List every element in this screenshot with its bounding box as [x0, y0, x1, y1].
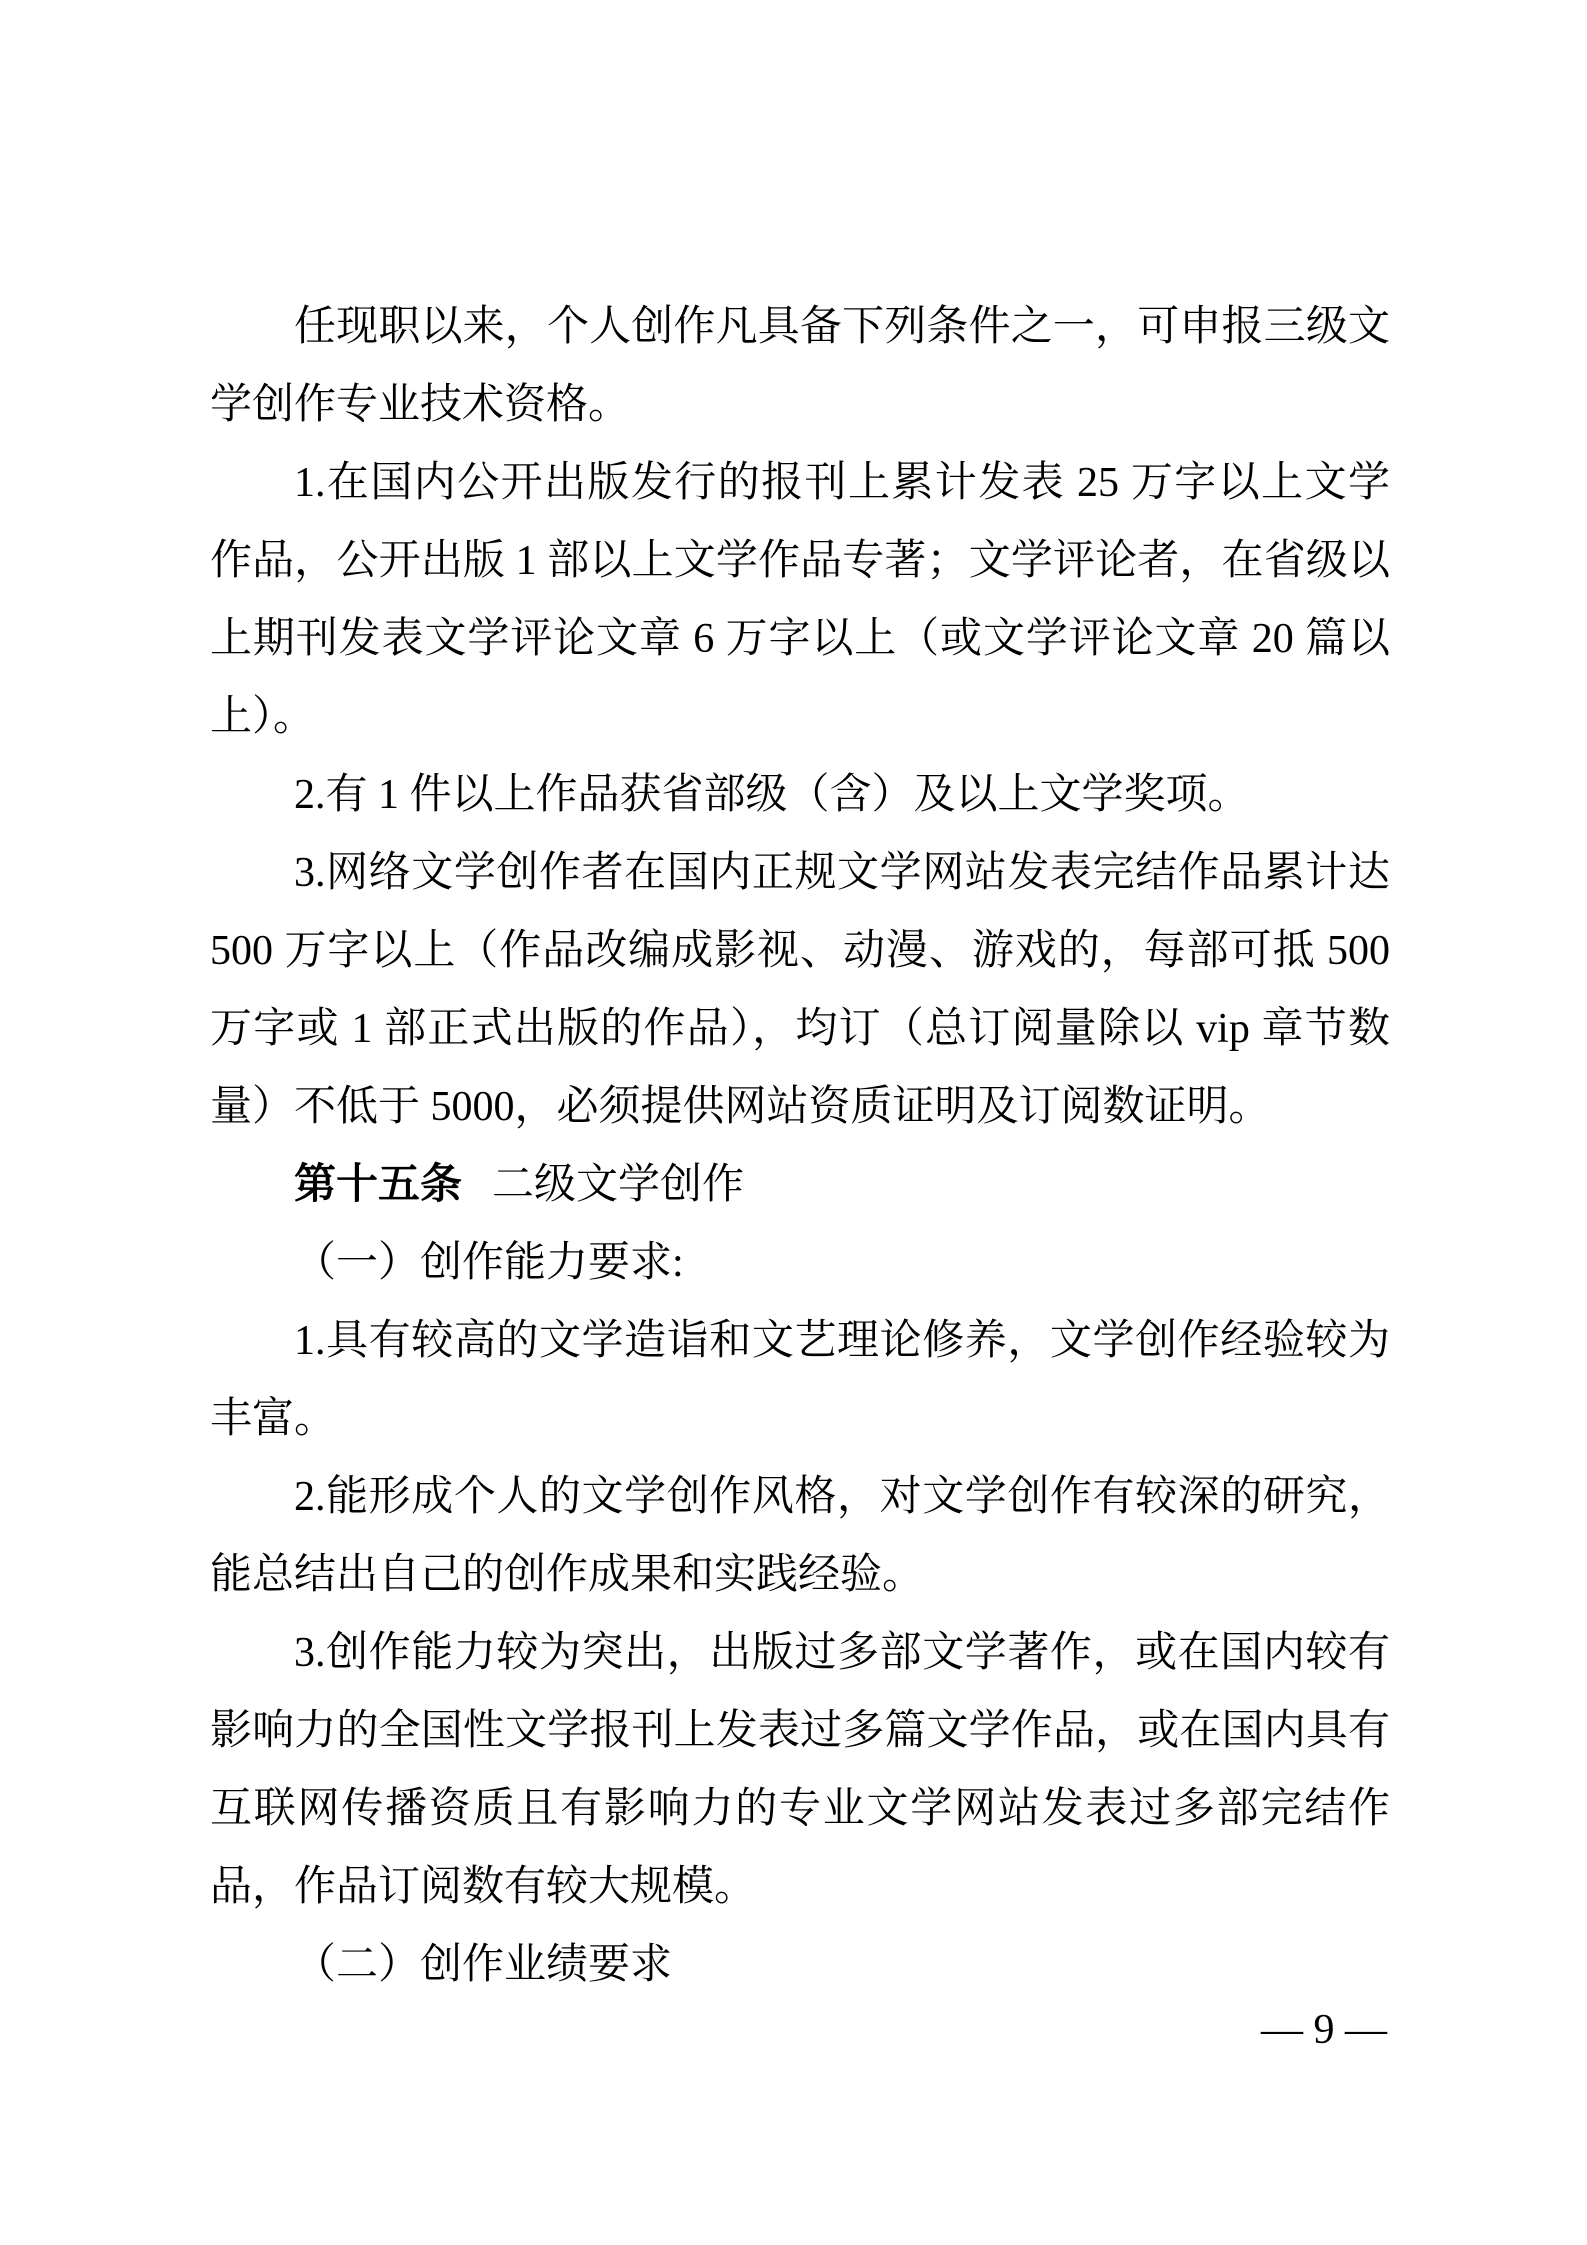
- article-15-heading: [210, 1146, 1390, 1224]
- paragraph-ability-1: 1.具有较高的文学造诣和文艺理论修养，文学创作经验较为丰富。: [210, 1318, 1390, 1442]
- paragraph-ability-3: 3.创作能力较为突出，出版过多部文学著作，或在国内较有影响力的全国性文学报刊上发表过多篇文学作品，或在国内具有互联网传播资质且有影响力的专业文学网站发表过多部完结作品，作品订阅数有较大规模。: [210, 1630, 1390, 1910]
- section-1-heading: （一）创作能力要求:: [294, 1240, 684, 1286]
- document-body: [210, 288, 1390, 2004]
- paragraph-ability-2: 2.能形成个人的文学创作风格，对文学创作有较深的研究，能总结出自己的创作成果和实践经验。: [210, 1474, 1390, 1598]
- article-15-label: 第十五条: [294, 1162, 463, 1208]
- paragraph-condition-2: 2.有 1 件以上作品获省部级（含）及以上文学奖项。: [294, 772, 1250, 818]
- paragraph-intro: 任现职以来，个人创作凡具备下列条件之一，可申报三级文学创作专业技术资格。: [210, 304, 1390, 428]
- paragraph-condition-3: 3.网络文学创作者在国内正规文学网站发表完结作品累计达 500 万字以上（作品改编成影视、动漫、游戏的，每部可抵 500 万字或 1 部正式出版的作品），均订（总订阅量除以 vip 章节数量）不低于 5000，必须提供网站资质证明及订阅数证明。: [210, 850, 1390, 1130]
- page-number: — 9 —: [1261, 2007, 1387, 2053]
- section-2-heading: （二）创作业绩要求: [294, 1942, 673, 1988]
- paragraph-condition-1: 1.在国内公开出版发行的报刊上累计发表 25 万字以上文学作品，公开出版 1 部以上文学作品专著；文学评论者，在省级以上期刊发表文学评论文章 6 万字以上（或文学评论文章 20 篇以上）。: [210, 460, 1390, 740]
- article-15-title: 二级文学创作: [492, 1162, 745, 1208]
